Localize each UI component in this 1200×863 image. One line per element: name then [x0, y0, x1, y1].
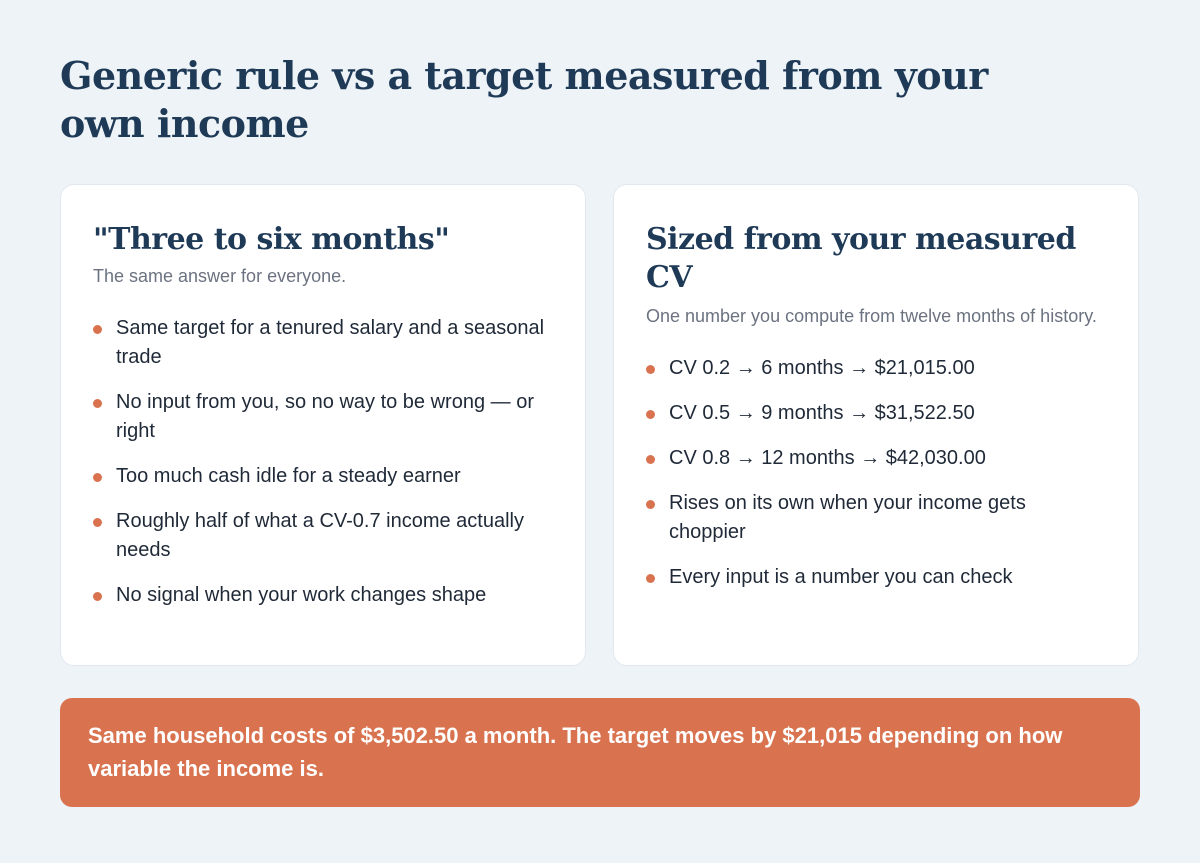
list-item [646, 563, 1106, 592]
bullet-dot-icon [93, 325, 102, 334]
generic-rule-subtitle: The same answer for everyone. [93, 266, 347, 286]
measured-cv-subtitle: One number you compute from twelve months of history. [646, 306, 1097, 326]
generic-rule-list [93, 314, 553, 610]
measured-cv-card [613, 184, 1139, 666]
list-item [646, 444, 1106, 473]
list-item [93, 388, 553, 446]
list-item-text: Same target for a tenured salary and a seasonal trade [116, 317, 545, 368]
generic-rule-title: "Three to six months" [93, 222, 450, 257]
summary-banner [60, 698, 1140, 807]
list-item [93, 462, 553, 491]
list-item [646, 489, 1106, 547]
bullet-dot-icon [93, 518, 102, 527]
summary-banner-text: Same household costs of $3,502.50 a month. The target moves by $21,015 depending on how variable the income is. [88, 723, 1063, 781]
bullet-dot-icon [646, 500, 655, 509]
bullet-dot-icon [646, 365, 655, 374]
list-item [93, 581, 553, 610]
bullet-dot-icon [93, 399, 102, 408]
list-item-text: CV 0.8 → 12 months → $42,030.00 [669, 447, 986, 469]
list-item-text: Too much cash idle for a steady earner [116, 465, 461, 487]
measured-cv-title: Sized from your measured CV [646, 222, 1076, 295]
list-item-text: Every input is a number you can check [669, 566, 1013, 588]
bullet-dot-icon [93, 473, 102, 482]
list-item [646, 354, 1106, 383]
list-item [646, 399, 1106, 428]
bullet-dot-icon [646, 410, 655, 419]
bullet-dot-icon [646, 574, 655, 583]
list-item-text: No input from you, so no way to be wrong — or right [116, 391, 534, 442]
list-item-text: Rises on its own when your income gets choppier [669, 492, 1026, 543]
list-item-text: No signal when your work changes shape [116, 584, 487, 606]
generic-rule-card [60, 184, 586, 666]
list-item-text: CV 0.5 → 9 months → $31,522.50 [669, 402, 975, 424]
bullet-dot-icon [646, 455, 655, 464]
list-item [93, 314, 553, 372]
list-item-text: CV 0.2 → 6 months → $21,015.00 [669, 357, 975, 379]
measured-cv-list [646, 354, 1106, 592]
list-item-text: Roughly half of what a CV-0.7 income actually needs [116, 510, 524, 561]
list-item [93, 507, 553, 565]
bullet-dot-icon [93, 592, 102, 601]
page-title: Generic rule vs a target measured from your own income [60, 53, 988, 146]
